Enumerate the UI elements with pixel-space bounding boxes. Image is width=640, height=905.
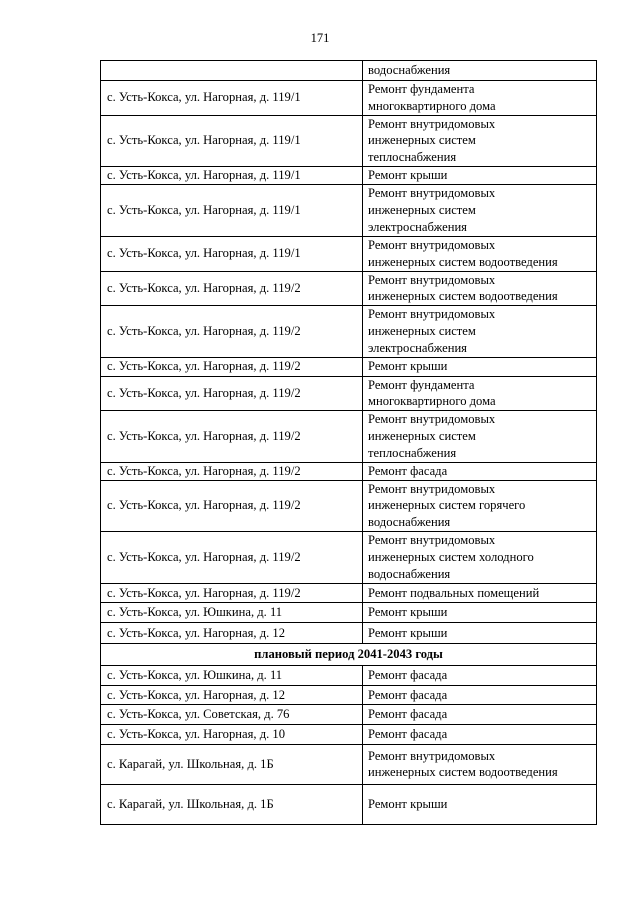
work-cell: Ремонт крыши (363, 784, 597, 824)
table-row (101, 357, 597, 376)
address-cell: с. Усть-Кокса, ул. Нагорная, д. 119/2 (101, 411, 363, 462)
address-cell: с. Усть-Кокса, ул. Нагорная, д. 119/1 (101, 236, 363, 271)
table-row (101, 166, 597, 184)
address-cell (101, 61, 363, 81)
work-cell: Ремонт внутридомовых инженерных систем водоотведения (363, 236, 597, 271)
table-row (101, 744, 597, 784)
address-cell: с. Усть-Кокса, ул. Нагорная, д. 119/1 (101, 184, 363, 236)
address-cell: с. Усть-Кокса, ул. Нагорная, д. 119/2 (101, 462, 363, 480)
address-cell: с. Усть-Кокса, ул. Нагорная, д. 119/1 (101, 166, 363, 184)
address-cell: с. Усть-Кокса, ул. Нагорная, д. 119/2 (101, 271, 363, 306)
address-cell: с. Усть-Кокса, ул. Нагорная, д. 119/2 (101, 376, 363, 411)
address-cell: с. Усть-Кокса, ул. Нагорная, д. 119/2 (101, 480, 363, 531)
table-row (101, 184, 597, 236)
table-row (101, 622, 597, 643)
work-cell: Ремонт подвальных помещений (363, 583, 597, 602)
page-number: 171 (310, 31, 330, 45)
work-cell: Ремонт фасада (363, 665, 597, 685)
address-cell: с. Усть-Кокса, ул. Нагорная, д. 119/2 (101, 531, 363, 583)
work-cell: Ремонт фасада (363, 462, 597, 480)
work-cell: Ремонт внутридомовых инженерных систем теплоснабжения (363, 411, 597, 462)
table-row (101, 271, 597, 306)
address-cell: с. Усть-Кокса, ул. Нагорная, д. 119/2 (101, 583, 363, 602)
table-row (101, 306, 597, 357)
address-cell: с. Усть-Кокса, ул. Нагорная, д. 119/1 (101, 81, 363, 116)
table-row (101, 411, 597, 462)
repair-works-table (100, 60, 597, 825)
work-cell: Ремонт фасада (363, 724, 597, 744)
address-cell: с. Карагай, ул. Школьная, д. 1Б (101, 744, 363, 784)
table-row (101, 61, 597, 81)
work-cell: Ремонт внутридомовых инженерных систем водоотведения (363, 271, 597, 306)
table-row (101, 462, 597, 480)
work-cell: Ремонт фундамента многоквартирного дома (363, 81, 597, 116)
address-cell: с. Усть-Кокса, ул. Юшкина, д. 11 (101, 665, 363, 685)
table-row (101, 480, 597, 531)
table-row (101, 685, 597, 704)
period-heading-row (101, 643, 597, 665)
work-cell: Ремонт внутридомовых инженерных систем холодного водоснабжения (363, 531, 597, 583)
work-cell: Ремонт фундамента многоквартирного дома (363, 376, 597, 411)
table-row (101, 704, 597, 724)
address-cell: с. Карагай, ул. Школьная, д. 1Б (101, 784, 363, 824)
table-row (101, 724, 597, 744)
table-row (101, 784, 597, 824)
table-row (101, 376, 597, 411)
address-cell: с. Усть-Кокса, ул. Советская, д. 76 (101, 704, 363, 724)
table-row (101, 236, 597, 271)
table-row (101, 602, 597, 622)
work-cell: Ремонт внутридомовых инженерных систем теплоснабжения (363, 115, 597, 166)
work-cell: Ремонт фасада (363, 685, 597, 704)
work-cell: Ремонт внутридомовых инженерных систем электроснабжения (363, 306, 597, 357)
work-cell: Ремонт внутридомовых инженерных систем электроснабжения (363, 184, 597, 236)
address-cell: с. Усть-Кокса, ул. Нагорная, д. 119/2 (101, 357, 363, 376)
address-cell: с. Усть-Кокса, ул. Нагорная, д. 119/1 (101, 115, 363, 166)
work-cell: Ремонт внутридомовых инженерных систем водоотведения (363, 744, 597, 784)
work-cell: Ремонт внутридомовых инженерных систем горячего водоснабжения (363, 480, 597, 531)
address-cell: с. Усть-Кокса, ул. Юшкина, д. 11 (101, 602, 363, 622)
table-row (101, 531, 597, 583)
address-cell: с. Усть-Кокса, ул. Нагорная, д. 12 (101, 622, 363, 643)
table-row (101, 81, 597, 116)
table-row (101, 583, 597, 602)
table-row (101, 665, 597, 685)
period-heading: плановый период 2041-2043 годы (101, 643, 597, 665)
address-cell: с. Усть-Кокса, ул. Нагорная, д. 119/2 (101, 306, 363, 357)
work-cell: Ремонт крыши (363, 357, 597, 376)
work-cell: Ремонт крыши (363, 602, 597, 622)
address-cell: с. Усть-Кокса, ул. Нагорная, д. 12 (101, 685, 363, 704)
work-cell: Ремонт крыши (363, 166, 597, 184)
work-cell: Ремонт фасада (363, 704, 597, 724)
address-cell: с. Усть-Кокса, ул. Нагорная, д. 10 (101, 724, 363, 744)
table-row (101, 115, 597, 166)
work-cell: водоснабжения (363, 61, 597, 81)
work-cell: Ремонт крыши (363, 622, 597, 643)
